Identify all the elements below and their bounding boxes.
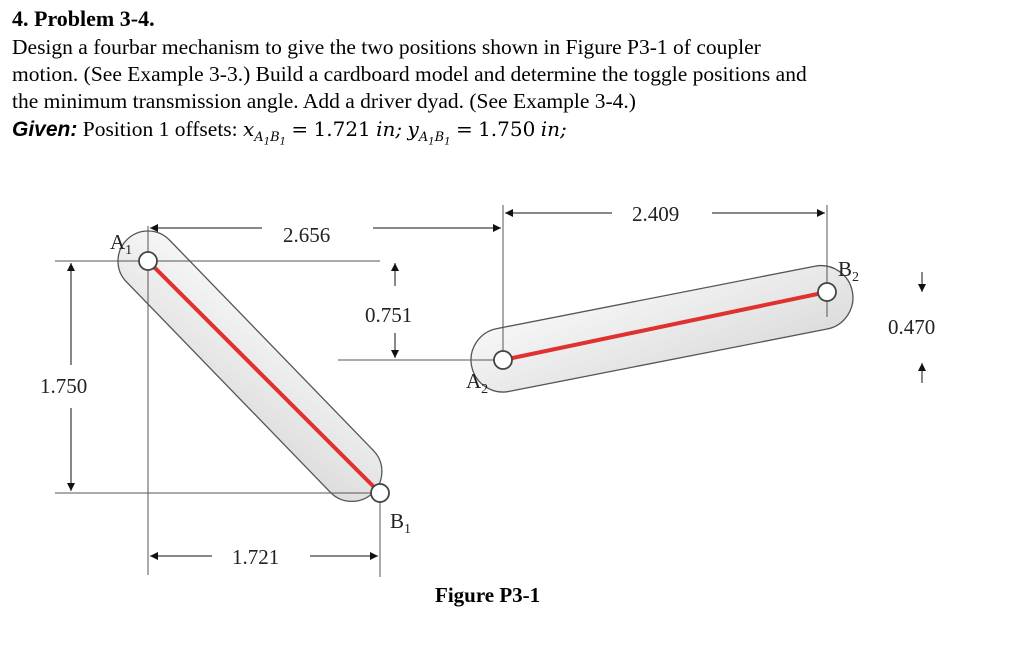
- y-sub-b: B: [434, 130, 445, 145]
- point-a1-label: $A_1$: [110, 230, 133, 258]
- problem-title: 4. Problem 3-4.: [12, 6, 155, 31]
- y-equals: =: [455, 117, 473, 141]
- dim-1750-label: 1.750: [40, 374, 88, 398]
- y-variable: y: [407, 117, 419, 141]
- point-b1-marker: [371, 484, 389, 502]
- dim-1721-label: 1.721: [232, 545, 280, 569]
- x-sub-b-index: 1: [279, 136, 286, 148]
- figure-caption: Figure P3-1: [435, 583, 541, 607]
- dim-2409-label: 2.409: [632, 202, 680, 226]
- point-b1-label: $B_1$: [390, 509, 412, 537]
- dim-2656-label: 2.656: [283, 223, 331, 247]
- dim-0470-label: 0.470: [888, 315, 936, 339]
- x-sub-a: A: [254, 130, 264, 145]
- y-sub-b-index: 1: [444, 136, 451, 148]
- x-variable: x: [243, 117, 255, 141]
- coupler-link-a1-b1: [148, 261, 380, 493]
- y-value: 1.750: [478, 117, 536, 141]
- x-sub-a-index: 1: [263, 136, 271, 148]
- x-equals: =: [291, 117, 309, 141]
- x-sub-b: B: [270, 130, 280, 145]
- point-b2-label: $B_2$: [838, 257, 860, 285]
- reference-lines: [55, 205, 827, 577]
- point-a2-marker: [494, 351, 512, 369]
- description-line-2: motion. (See Example 3-3.) Build a cardboard model and determine the toggle positions and: [12, 62, 807, 86]
- y-sub-a-index: 1: [428, 136, 435, 148]
- given-label: Given:: [12, 118, 78, 141]
- point-b2-marker: [818, 283, 836, 301]
- given-text: Position 1 offsets:: [82, 117, 238, 141]
- coupler-body-position-2: [465, 260, 858, 398]
- dim-0751-label: 0.751: [365, 303, 413, 327]
- point-a1-marker: [139, 252, 157, 270]
- y-unit: in;: [540, 117, 567, 141]
- point-a2-label: $A_2$: [466, 369, 489, 397]
- x-value: 1.721: [313, 117, 371, 141]
- x-unit: in;: [376, 117, 403, 141]
- description-line-3: the minimum transmission angle. Add a driver dyad. (See Example 3-4.): [12, 89, 636, 113]
- y-sub-a: A: [418, 130, 429, 145]
- description-line-1: Design a fourbar mechanism to give the two positions shown in Figure P3-1 of coupler: [12, 35, 761, 59]
